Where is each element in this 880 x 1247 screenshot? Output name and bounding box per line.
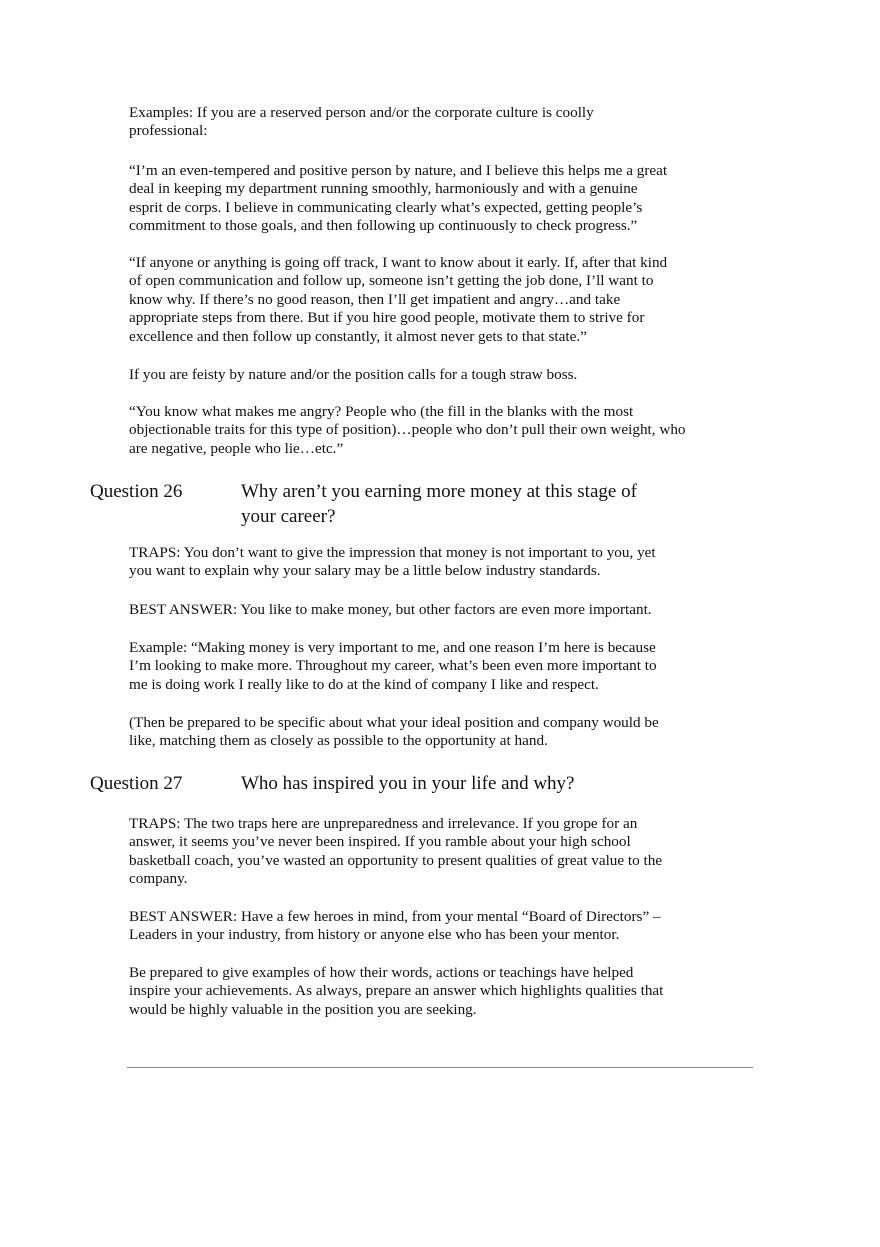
quote-even-tempered-paragraph: “I’m an even-tempered and positive person by nature, and I believe this helps me a great deal in keeping my department running smoothly, harmoniously and with a genuine esprit de corps. I believe in communicating clearly what’s expected, getting people’s commitment to those goals, and then following up continuously to check progress.”: [129, 162, 668, 235]
question-26-text: Why aren’t you earning more money at this stage of your career?: [241, 481, 637, 527]
q27-traps-paragraph: TRAPS: The two traps here are unpreparedness and irrelevance. If you grope for an answer, it seems you’ve never been inspired. If you ramble about your high school basketball coach, you’ve wasted an opportunity to present qualities of great value to the company.: [129, 815, 663, 888]
question-27-number: Question 27: [90, 773, 183, 794]
question-26-number: Question 26: [90, 481, 183, 502]
q27-prepare-paragraph: Be prepared to give examples of how their words, actions or teachings have helped inspire your achievements. As always, prepare an answer which highlights qualities that would be highly valuable in the position you are seeking.: [129, 964, 664, 1018]
quote-angry-paragraph: “You know what makes me angry? People who (the fill in the blanks with the most objectionable traits for this type of position)…people who don’t pull their own weight, who are negative, people who lie…etc.”: [129, 403, 686, 457]
question-27-text: Who has inspired you in your life and why?: [241, 773, 575, 794]
q26-best-answer-paragraph: BEST ANSWER: You like to make money, but other factors are even more important.: [129, 601, 652, 618]
examples-intro-paragraph: Examples: If you are a reserved person and/or the corporate culture is coolly professional:: [129, 104, 594, 140]
footer-divider: [127, 1067, 753, 1068]
q26-example-paragraph: Example: “Making money is very important to me, and one reason I’m here is because I’m looking to make more. Throughout my career, what’s been even more important to me is doing work I really like to do at the kind of company I like and respect.: [129, 639, 657, 693]
feisty-intro-paragraph: If you are feisty by nature and/or the position calls for a tough straw boss.: [129, 366, 578, 383]
q26-then-paragraph: (Then be prepared to be specific about what your ideal position and company would be like, matching them as closely as possible to the opportunity at hand.: [129, 714, 659, 750]
q26-traps-paragraph: TRAPS: You don’t want to give the impression that money is not important to you, yet you want to explain why your salary may be a little below industry standards.: [129, 544, 656, 580]
q27-best-answer-paragraph: BEST ANSWER: Have a few heroes in mind, from your mental “Board of Directors” – Leaders in your industry, from history or anyone else who has been your mentor.: [129, 908, 661, 944]
quote-off-track-paragraph: “If anyone or anything is going off track, I want to know about it early. If, after that kind of open communication and follow up, someone isn’t getting the job done, I’ll want to know why. If there’s no good reason, then I’ll get impatient and angry…and take appropriate steps from there. But if you hire good people, motivate them to strive for excellence and then follow up constantly, it almost never gets to that state.”: [129, 254, 668, 345]
